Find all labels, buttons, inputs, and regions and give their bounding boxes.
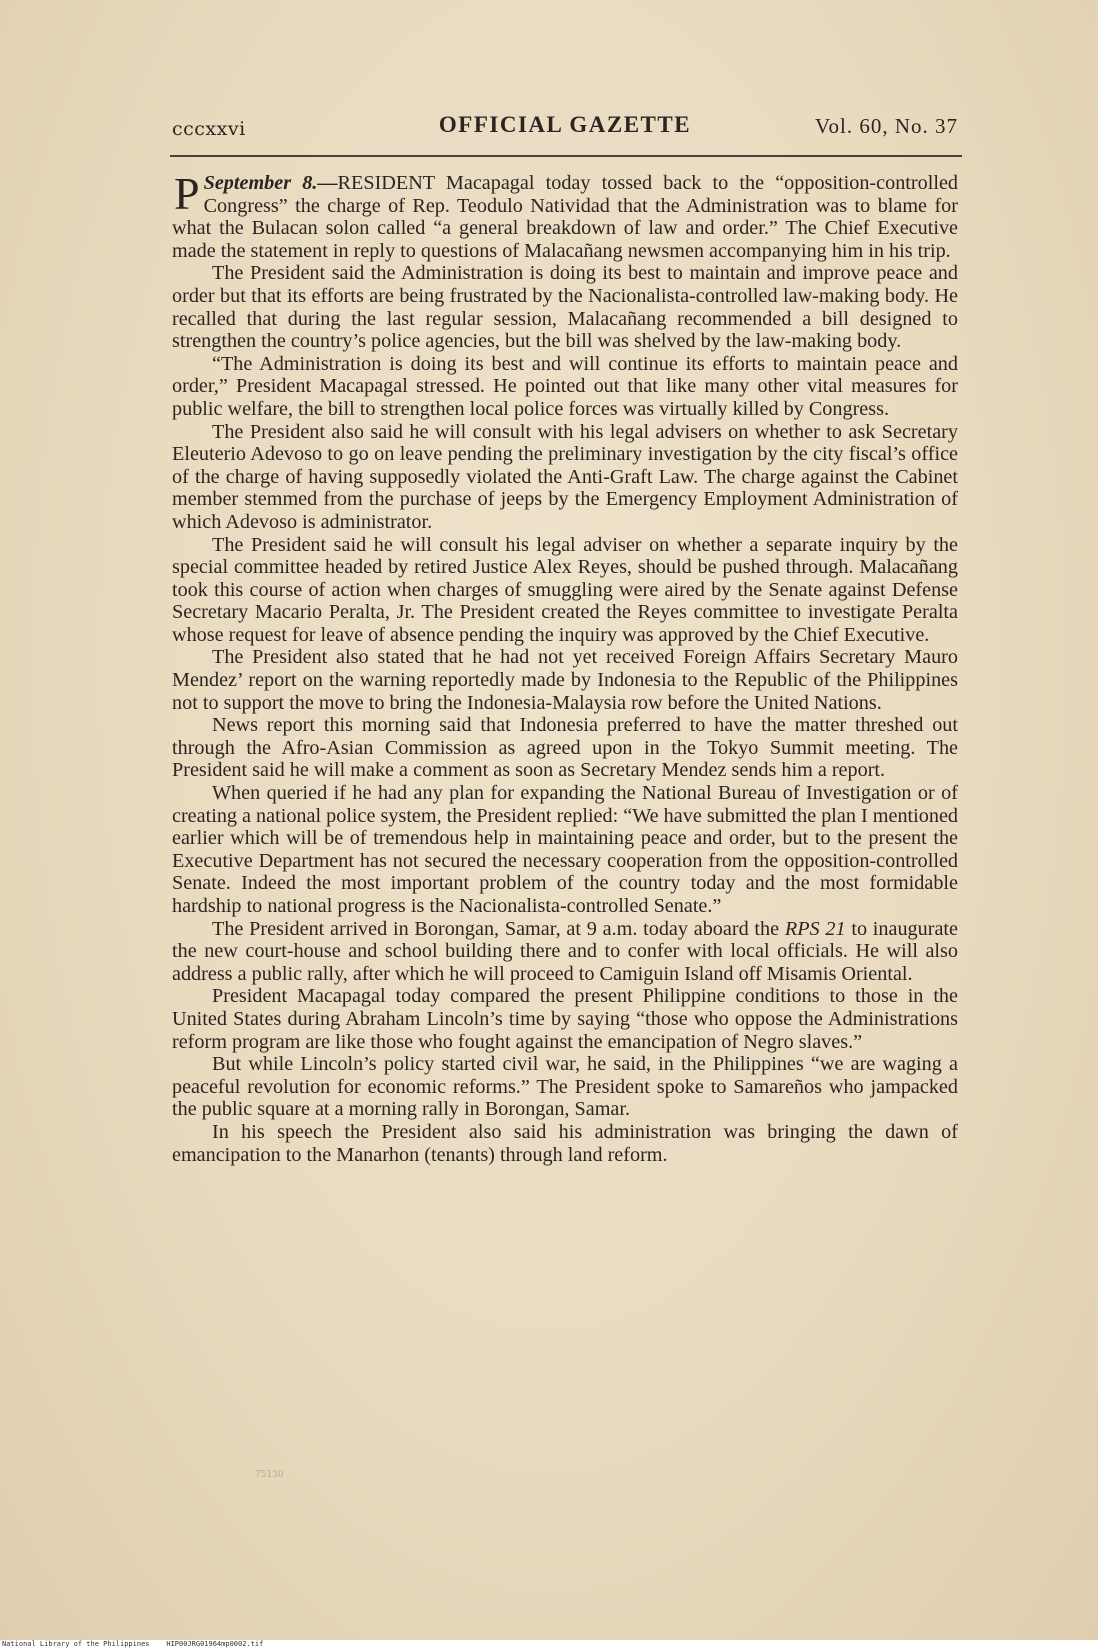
article-paragraph [172,918,958,986]
article-paragraph [172,168,958,262]
faint-stamp: 75130 [255,1470,284,1480]
article-paragraph: The President said he will consult his legal adviser on whether a separate inquiry by the special committee headed by retired Justice Alex Reyes, should be pushed through. Malacañang took this course of action when charges of smuggling were aired by the Senate against Defense Secretary Macario Peralta, Jr. The President created the Reyes committee to investigate Peralta whose request for leave of absence pending the inquiry was approved by the Chief Executive. [172,533,958,646]
article-paragraph: The President also said he will consult with his legal advisers on whether to ask Secretary Eleuterio Adevoso to go on leave pending the preliminary investigation by the city fiscal’s office of the charge of having supposedly violated the Anti-Graft Law. The charge against the Cabinet member stemmed from the purchase of jeeps by the Emergency Employment Administration of which Adevoso is administrator. [172,420,958,533]
article-paragraph: In his speech the President also said his administration was bringing the dawn of emancipation to the Manarhon (tenants) through land reform. [172,1120,958,1166]
date-lead: September 8.— [203,172,338,194]
article-paragraph: When queried if he had any plan for expanding the National Bureau of Investigation or of creating a national police system, the President replied: “We have submitted the plan I mentioned earlier which will be of tremendous help in maintaining peace and order, but to the present the Executive Department has not secured the necessary cooperation from the opposition-controlled Senate. Indeed the most important problem of the country today and the most formidable hardship to national progress is the Nacionalista-controlled Senate.” [172,782,959,917]
article-paragraph: “The Administration is doing its best and will continue its efforts to maintain peace and order,” President Macapagal stressed. He pointed out that like many other vital measures for public welfare, the bill to strengthen local police forces was virtually killed by Congress. [172,352,958,420]
article-paragraph: The President also stated that he had not yet received Foreign Affairs Secretary Mauro Mendez’ report on the warning reportedly made by Indonesia to the Republic of the Philippines not to support the move to bring the Indonesia-Malaysia row before the United Nations. [172,646,958,714]
page-number: cccxxvi [172,118,246,140]
scan-footer [0,1640,1098,1650]
rps-lead-text: The President arrived in Borongan, Samar, at 9 a.m. today aboard the [212,917,785,940]
publication-title: OFFICIAL GAZETTE [438,112,692,137]
header-rule [170,155,962,157]
article-body [172,168,959,1166]
rps-rest-text: to inaugurate the new court-house and school building there and to confer with local officials. He will also address a public rally, after which he will proceed to Camiguin Island off Misamis Oriental. [172,917,958,985]
article-paragraph: News report this morning said that Indonesia preferred to have the matter threshed out through the Afro-Asian Commission as agreed upon in the Tokyo Summit meeting. The President said he will make a comment as soon as Secretary Mendez sends him a report. [172,714,958,782]
scan-footer-text: National Library of the Philippines HIP00JRG01964mp0002.tif [2,1640,264,1648]
ship-name: RPS 21 [784,917,846,940]
article-paragraph: But while Lincoln’s policy started civil war, he said, in the Philippines “we are waging a peaceful revolution for economic reforms.” The President spoke to Samareños who jampacked the public square at a morning rally in Borongan, Samar. [172,1053,958,1121]
first-paragraph-text: RESIDENT Macapagal today tossed back to the “opposition-controlled Congress” the charge of Rep. Teodulo Natividad that the Administration was to blame for what the Bulacan solon called “a general breakdown of law and order.” The Chief Executive made the statement in reply to questions of Malacañang newsmen accompanying him in his trip. [172,172,958,262]
page-header [172,112,958,142]
drop-cap: P [174,168,200,219]
article-paragraph: The President said the Administration is doing its best to maintain and improve peace and order but that its efforts are being frustrated by the Nacionalista-controlled law-making body. He recalled that during the last regular session, Malacañang recommended a bill designed to strengthen the country’s police agencies, but the bill was shelved by the law-making body. [172,262,958,353]
article-paragraph: President Macapagal today compared the present Philippine conditions to those in the United States during Abraham Lincoln’s time by saying “those who oppose the Administrations reform program are like those who fought against the emancipation of Negro slaves.” [172,985,958,1053]
volume-number: Vol. 60, No. 37 [815,114,958,138]
